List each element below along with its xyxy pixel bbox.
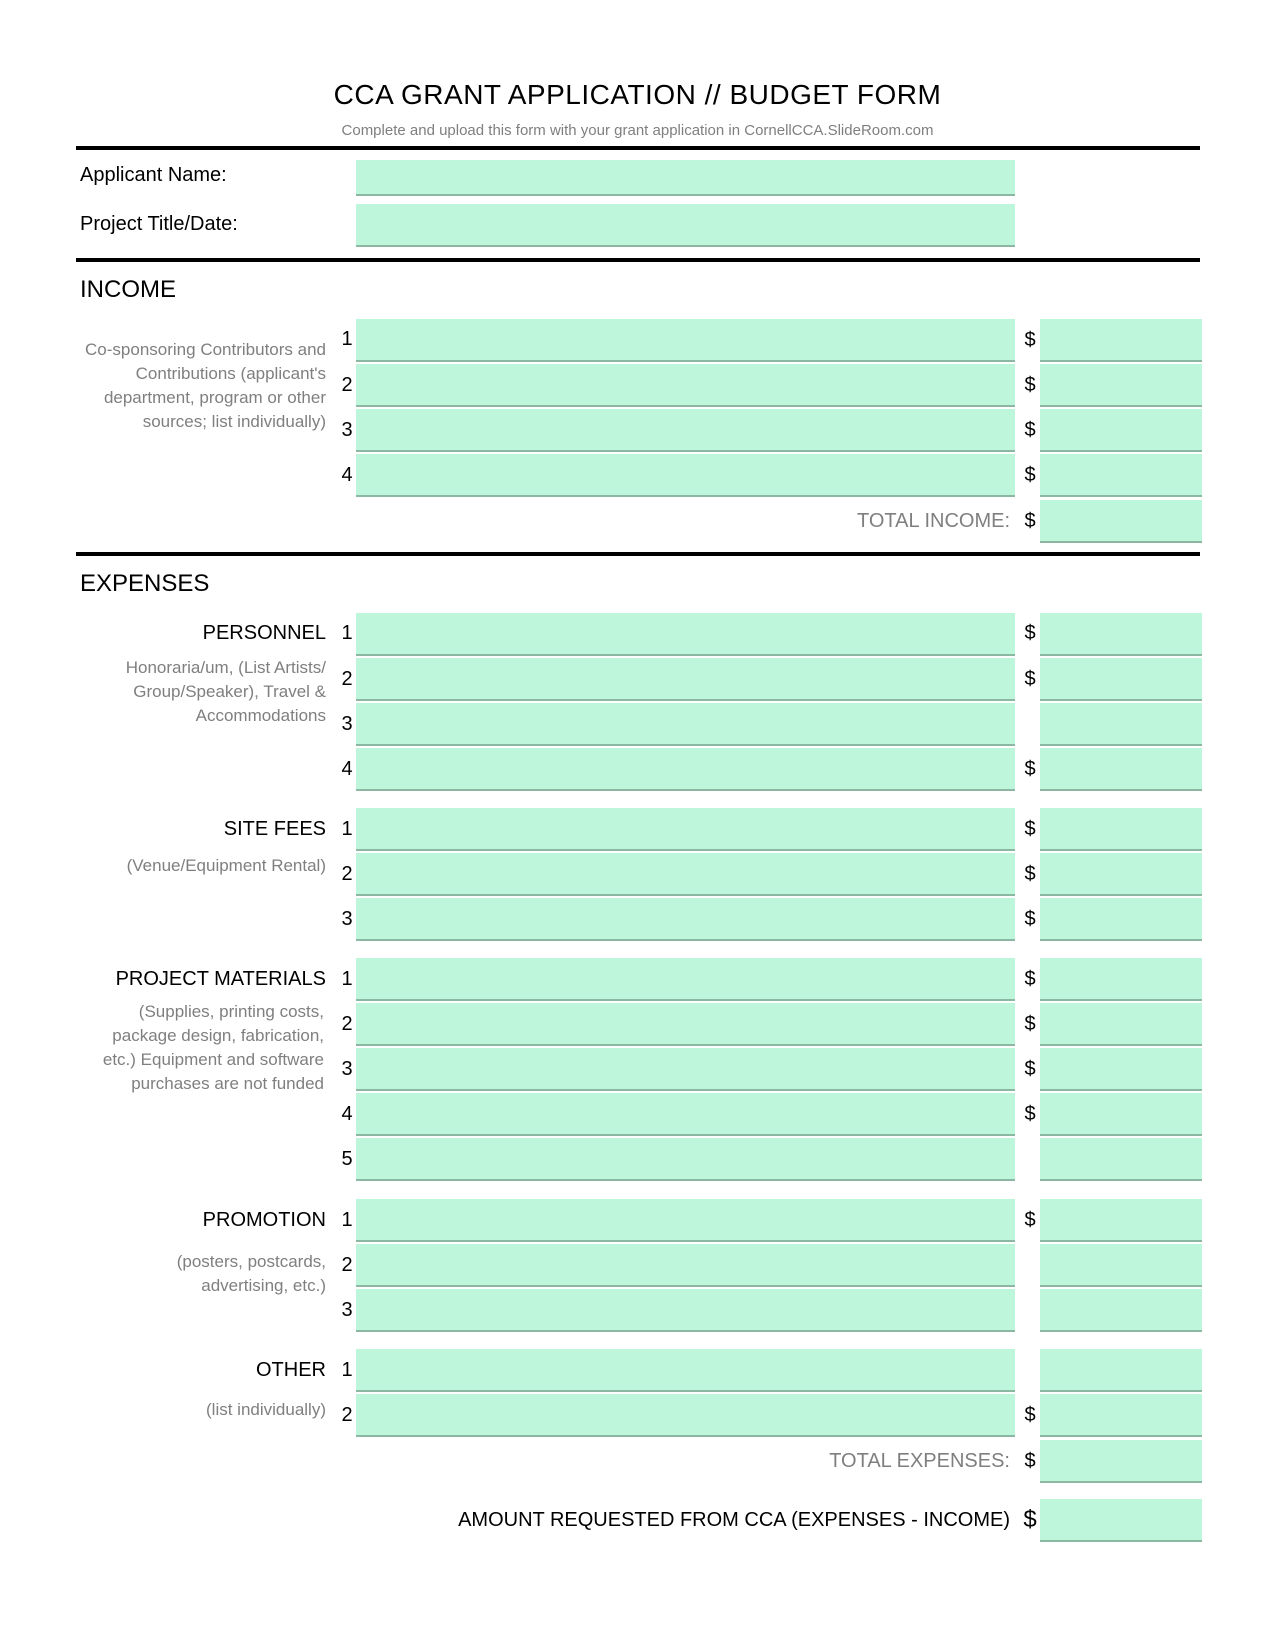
row-number: 1 bbox=[341, 818, 353, 840]
row-number: 4 bbox=[341, 758, 353, 780]
project-title-label: Project Title/Date: bbox=[80, 213, 238, 235]
row-number: 4 bbox=[341, 1103, 353, 1125]
total-expenses-field[interactable] bbox=[1040, 1440, 1202, 1483]
dollar-sign: $ bbox=[1024, 419, 1036, 441]
materials-description-field[interactable] bbox=[356, 958, 1015, 1001]
site-fees-label: SITE FEES bbox=[223, 818, 326, 840]
row-number: 3 bbox=[341, 1299, 353, 1321]
other-description-field[interactable] bbox=[356, 1394, 1015, 1437]
other-description-field[interactable] bbox=[356, 1349, 1015, 1392]
promotion-amount-field[interactable] bbox=[1040, 1199, 1202, 1242]
dollar-sign: $ bbox=[1023, 1506, 1037, 1533]
row-number: 2 bbox=[341, 1404, 353, 1426]
income-heading: INCOME bbox=[80, 276, 176, 303]
materials-description-field[interactable] bbox=[356, 1093, 1015, 1136]
income-amount-field[interactable] bbox=[1040, 409, 1202, 452]
dollar-sign: $ bbox=[1024, 329, 1036, 351]
dollar-sign: $ bbox=[1024, 464, 1036, 486]
dollar-sign: $ bbox=[1024, 1209, 1036, 1231]
row-number: 2 bbox=[341, 668, 353, 690]
promotion-amount-field[interactable] bbox=[1040, 1289, 1202, 1332]
dollar-sign: $ bbox=[1024, 510, 1036, 532]
row-number: 1 bbox=[341, 1359, 353, 1381]
income-amount-field[interactable] bbox=[1040, 454, 1202, 497]
site-fees-description-field[interactable] bbox=[356, 808, 1015, 851]
site-fees-amount-field[interactable] bbox=[1040, 853, 1202, 896]
materials-label: PROJECT MATERIALS bbox=[115, 968, 326, 990]
total-income-label: TOTAL INCOME: bbox=[857, 510, 1010, 532]
other-label: OTHER bbox=[256, 1359, 326, 1381]
dollar-sign: $ bbox=[1024, 1103, 1036, 1125]
promotion-description-field[interactable] bbox=[356, 1199, 1015, 1242]
dollar-sign: $ bbox=[1024, 863, 1036, 885]
row-number: 3 bbox=[341, 713, 353, 735]
income-description-field[interactable] bbox=[356, 319, 1015, 362]
materials-amount-field[interactable] bbox=[1040, 1003, 1202, 1046]
dollar-sign: $ bbox=[1024, 1058, 1036, 1080]
dollar-sign: $ bbox=[1024, 668, 1036, 690]
dollar-sign: $ bbox=[1024, 758, 1036, 780]
row-number: 1 bbox=[341, 328, 353, 350]
income-description-field[interactable] bbox=[356, 364, 1015, 407]
other-note: (list individually) bbox=[206, 1400, 326, 1419]
total-income-field[interactable] bbox=[1040, 500, 1202, 543]
personnel-amount-field[interactable] bbox=[1040, 703, 1202, 746]
dollar-sign: $ bbox=[1024, 1013, 1036, 1035]
income-description-field[interactable] bbox=[356, 409, 1015, 452]
row-number: 3 bbox=[341, 419, 353, 441]
dollar-sign: $ bbox=[1024, 374, 1036, 396]
amount-requested-field[interactable] bbox=[1040, 1499, 1202, 1542]
row-number: 3 bbox=[341, 908, 353, 930]
page-subtitle: Complete and upload this form with your grant application in CornellCCA.SlideRoom.com bbox=[341, 122, 934, 139]
project-title-field[interactable] bbox=[356, 204, 1015, 247]
dollar-sign: $ bbox=[1024, 968, 1036, 990]
row-number: 1 bbox=[341, 622, 353, 644]
promotion-description-field[interactable] bbox=[356, 1244, 1015, 1287]
other-amount-field[interactable] bbox=[1040, 1394, 1202, 1437]
row-number: 2 bbox=[341, 374, 353, 396]
dollar-sign: $ bbox=[1024, 908, 1036, 930]
materials-description-field[interactable] bbox=[356, 1138, 1015, 1181]
personnel-description-field[interactable] bbox=[356, 748, 1015, 791]
row-number: 1 bbox=[341, 968, 353, 990]
personnel-description-field[interactable] bbox=[356, 703, 1015, 746]
site-fees-amount-field[interactable] bbox=[1040, 898, 1202, 941]
personnel-label: PERSONNEL bbox=[202, 622, 326, 644]
row-number: 4 bbox=[341, 464, 353, 486]
personnel-amount-field[interactable] bbox=[1040, 613, 1202, 656]
materials-note: (Supplies, printing costs, package design, fabrication, etc.) Equipment and software purchases are not funded bbox=[102, 1002, 324, 1093]
promotion-note: (posters, postcards, advertising, etc.) bbox=[176, 1252, 326, 1295]
site-fees-description-field[interactable] bbox=[356, 898, 1015, 941]
applicant-name-label: Applicant Name: bbox=[80, 164, 227, 186]
divider bbox=[76, 258, 1200, 262]
divider bbox=[76, 146, 1200, 150]
row-number: 2 bbox=[341, 863, 353, 885]
materials-amount-field[interactable] bbox=[1040, 1048, 1202, 1091]
income-amount-field[interactable] bbox=[1040, 364, 1202, 407]
site-fees-note: (Venue/Equipment Rental) bbox=[126, 856, 326, 875]
income-note: Co-sponsoring Contributors and Contributions (applicant's department, program or other sources; list individually) bbox=[85, 340, 326, 431]
materials-description-field[interactable] bbox=[356, 1048, 1015, 1091]
page-title: CCA GRANT APPLICATION // BUDGET FORM bbox=[333, 79, 942, 110]
promotion-label: PROMOTION bbox=[202, 1209, 326, 1231]
dollar-sign: $ bbox=[1024, 818, 1036, 840]
materials-amount-field[interactable] bbox=[1040, 1093, 1202, 1136]
other-amount-field[interactable] bbox=[1040, 1349, 1202, 1392]
dollar-sign: $ bbox=[1024, 1404, 1036, 1426]
total-expenses-label: TOTAL EXPENSES: bbox=[829, 1450, 1010, 1472]
materials-amount-field[interactable] bbox=[1040, 1138, 1202, 1181]
row-number: 1 bbox=[341, 1209, 353, 1231]
materials-amount-field[interactable] bbox=[1040, 958, 1202, 1001]
personnel-note: Honoraria/um, (List Artists/ Group/Speaker), Travel & Accommodations bbox=[125, 658, 326, 725]
personnel-amount-field[interactable] bbox=[1040, 748, 1202, 791]
promotion-description-field[interactable] bbox=[356, 1289, 1015, 1332]
site-fees-amount-field[interactable] bbox=[1040, 808, 1202, 851]
row-number: 3 bbox=[341, 1058, 353, 1080]
divider bbox=[76, 552, 1200, 556]
income-description-field[interactable] bbox=[356, 454, 1015, 497]
amount-requested-label: AMOUNT REQUESTED FROM CCA (EXPENSES - INCOME) bbox=[458, 1509, 1010, 1531]
income-amount-field[interactable] bbox=[1040, 319, 1202, 362]
expenses-heading: EXPENSES bbox=[80, 570, 210, 597]
applicant-name-field[interactable] bbox=[356, 160, 1015, 196]
promotion-amount-field[interactable] bbox=[1040, 1244, 1202, 1287]
row-number: 2 bbox=[341, 1013, 353, 1035]
row-number: 5 bbox=[341, 1148, 353, 1170]
dollar-sign: $ bbox=[1024, 622, 1036, 644]
dollar-sign: $ bbox=[1024, 1450, 1036, 1472]
materials-description-field[interactable] bbox=[356, 1003, 1015, 1046]
row-number: 2 bbox=[341, 1254, 353, 1276]
personnel-description-field[interactable] bbox=[356, 658, 1015, 701]
personnel-amount-field[interactable] bbox=[1040, 658, 1202, 701]
personnel-description-field[interactable] bbox=[356, 613, 1015, 656]
site-fees-description-field[interactable] bbox=[356, 853, 1015, 896]
